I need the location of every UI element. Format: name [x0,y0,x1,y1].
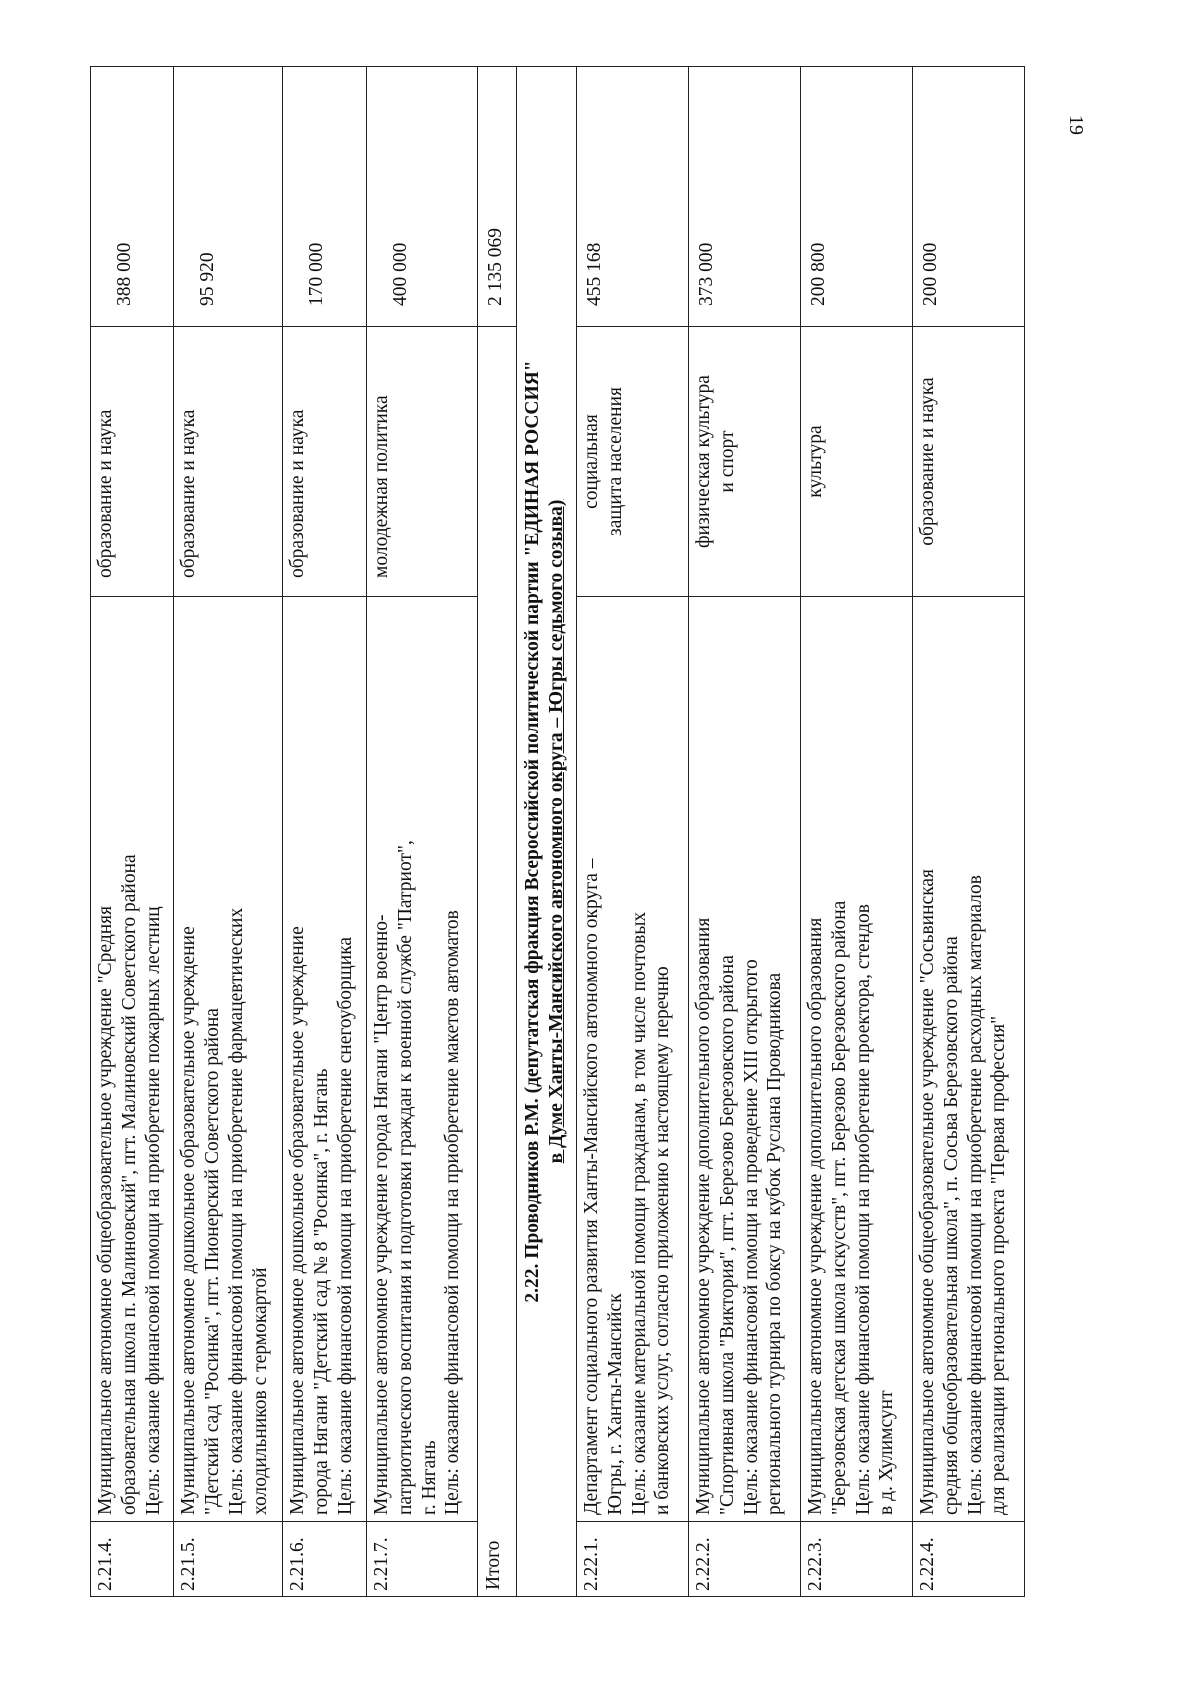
description-line: средняя общеобразовательная школа", п. Сосьва Березовского района [940,936,962,1515]
row-number: 2.22.4. [912,1522,1024,1597]
table-row [689,67,801,1597]
table-row [174,67,283,1597]
row-description [689,597,801,1522]
description-line: образовательная школа п. Малиновский", пгт. Малиновский Советского района [118,854,140,1515]
grants-table [90,66,1025,1597]
row-area [577,327,689,597]
description-line: и банковских услуг, согласно приложению к настоящему перечню [652,966,674,1515]
section-title [516,67,576,1597]
row-sum: 170 000 [283,67,367,327]
description-line: Цель: оказание финансовой помощи на проведение XIII открытого [740,959,762,1515]
description-line: Югры, г. Ханты-Мансийск [604,1293,626,1515]
description-line: в д. Хулимсунт [876,1390,898,1515]
area-line: культура [804,425,826,498]
description-line: Цель: оказание финансовой помощи на приобретение пожарных лестниц [142,906,164,1515]
area-line: физическая культура [693,375,714,548]
area-line: защита населения [604,387,626,536]
description-line: Цель: оказание материальной помощи гражданам, в том числе почтовых [628,911,650,1515]
page-number: 19 [1065,115,1087,135]
row-number: 2.22.1. [577,1522,689,1597]
row-description [912,597,1024,1522]
table-row [800,67,912,1597]
row-area: образование и наука [283,327,367,597]
area-line: и спорт [716,430,738,493]
description-line: Цель: оказание финансовой помощи на приобретение снегоуборщика [334,936,356,1515]
row-sum: 200 800 [800,67,912,327]
row-area [912,327,1024,597]
table-row [367,67,478,1597]
description-line: Муниципальное автономное общеобразовательное учреждение "Средняя [95,905,116,1515]
row-area [800,327,912,597]
row-area: образование и наука [91,327,174,597]
rotated-table-container [90,67,1025,1597]
row-description [174,597,283,1522]
description-line: "Спортивная школа "Виктория", пгт. Березово Березовского района [716,955,738,1515]
section-title-line: в Думе Ханты-Мансийского автономного округа – Югры седьмого созыва) [545,499,567,1164]
description-line: патриотического воспитания и подготовки граждан к военной службе "Патриот", [394,840,416,1515]
description-line: Департамент социального развития Ханты-Мансийского автономного округа – [581,858,603,1515]
row-number: 2.21.5. [174,1522,283,1597]
description-line: Муниципальное автономное учреждение дополнительного образования [693,917,714,1515]
row-number: 2.22.3. [800,1522,912,1597]
table-row [283,67,367,1597]
area-line: образование и наука [916,377,938,546]
description-line: Муниципальное автономное дошкольное образовательное учреждение [287,926,309,1515]
description-line: Цель: оказание финансовой помощи на приобретение макетов автоматов [442,910,464,1515]
total-sum: 2 135 069 [478,67,517,327]
row-area: молодежная политика [367,327,478,597]
row-sum: 455 168 [577,67,689,327]
table-row [577,67,689,1597]
row-number: 2.21.6. [283,1522,367,1597]
table-row [91,67,174,1597]
row-number: 2.22.2. [689,1522,801,1597]
description-line: города Нягани "Детский сад № 8 "Росинка", г. Нягань [310,1068,332,1515]
description-line: Цель: оказание финансовой помощи на приобретение проектора, стендов [852,904,874,1515]
description-line: Муниципальное автономное учреждение дополнительного образования [804,917,826,1515]
description-line: Цель: оказание финансовой помощи на приобретение расходных материалов [964,875,986,1515]
description-line: "Детский сад "Росинка", пгт. Пионерский Советского района [202,1008,224,1515]
row-description [283,597,367,1522]
description-line: холодильников с термокартой [249,1267,271,1515]
section-header [516,67,576,1597]
row-area: образование и наука [174,327,283,597]
row-sum: 400 000 [367,67,478,327]
area-line: социальная [581,414,603,509]
description-line: Муниципальное автономное учреждение города Нягани "Центр военно- [371,914,393,1515]
description-line: г. Нягань [418,1440,440,1515]
table-row [912,67,1024,1597]
description-line: Муниципальное автономное общеобразовательное учреждение "Сосьвинская [916,869,938,1515]
row-sum: 388 000 [91,67,174,327]
row-number: 2.21.4. [91,1522,174,1597]
row-description [91,597,174,1522]
row-area [689,327,801,597]
description-line: регионального турнира по боксу на кубок Руслана Проводникова [764,972,786,1515]
row-sum: 95 920 [174,67,283,327]
total-row [478,67,517,1597]
description-line: Муниципальное автономное дошкольное образовательное учреждение [178,926,200,1515]
row-sum: 373 000 [689,67,801,327]
row-description [800,597,912,1522]
description-line: для реализации регионального проекта "Первая профессия" [988,1015,1010,1515]
section-title-line: 2.22. Проводников Р.М. (депутатская фракция Всероссийской политической партии "ЕДИНАЯ РОССИЯ" [521,360,543,1303]
row-sum: 200 000 [912,67,1024,327]
row-description [367,597,478,1522]
row-description [577,597,689,1522]
description-line: "Березовская детская школа искусств", пгт. Березово Березовского района [828,900,850,1515]
row-number: 2.21.7. [367,1522,478,1597]
total-label: Итого [478,327,517,1597]
description-line: Цель: оказание финансовой помощи на приобретение фармацевтических [225,907,247,1515]
